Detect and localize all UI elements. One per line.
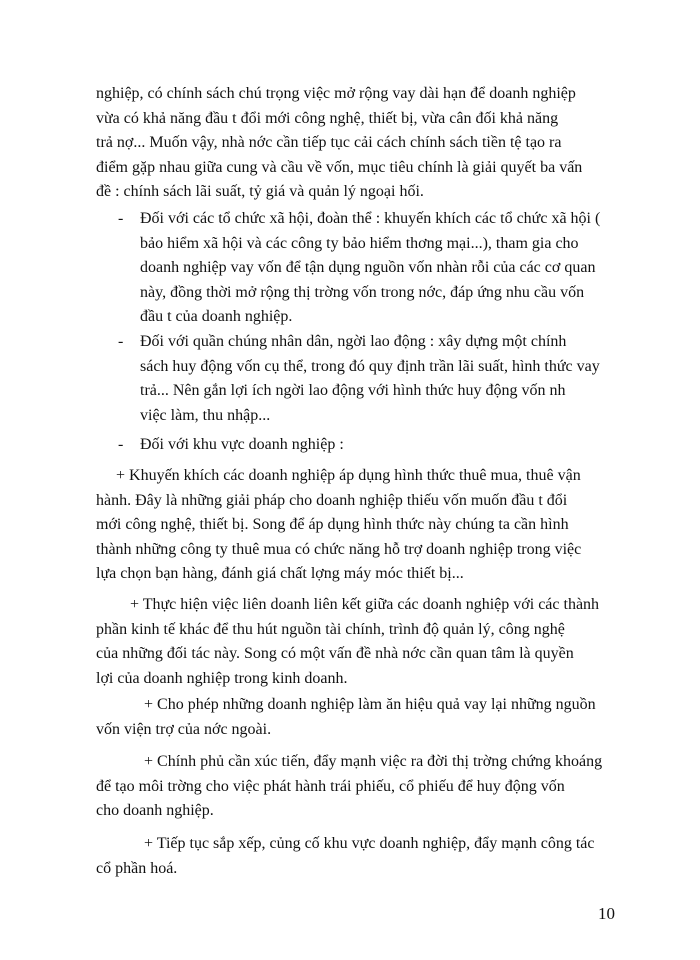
- bullet-item: [118, 207, 638, 330]
- text-line: + Khuyến khích các doanh nghiệp áp dụng hình thức thuê mua, thuê vận: [116, 467, 581, 484]
- text-line: + Tiếp tục sắp xếp, củng cố khu vực doanh nghiệp, đẩy mạnh công tác: [144, 835, 595, 852]
- text-line: vừa có khả năng đầu t đổi mới công nghệ, thiết bị, vừa cân đối khả năng: [96, 109, 559, 127]
- text-line: để tạo môi trờng cho việc phát hành trái phiếu, cổ phiếu để huy động vốn: [96, 777, 565, 795]
- text-line: cổ phần hoá.: [96, 859, 178, 877]
- text-line: mới công nghệ, thiết bị. Song để áp dụng hình thức này chúng ta cần hình: [96, 516, 569, 533]
- sub-item-paragraph: [96, 593, 636, 691]
- bullet-item: [118, 433, 638, 458]
- text-line: của những đối tác này. Song có một vấn đề nhà nớc cần quan tâm là quyền: [96, 645, 574, 662]
- text-line: Đối với khu vực doanh nghiệp :: [140, 436, 344, 453]
- sub-item-paragraph: [96, 464, 636, 587]
- text-line: nghiệp, có chính sách chú trọng việc mở rộng vay dài hạn để doanh nghiệp: [96, 85, 576, 102]
- text-line: đầu t của doanh nghiệp.: [140, 308, 293, 325]
- bullet-dash: -: [118, 333, 124, 350]
- bullet-item: [118, 330, 638, 428]
- bullet-dash: -: [118, 210, 124, 227]
- page-number: 10: [598, 904, 615, 923]
- text-line: lựa chọn bạn hàng, đánh giá chất lợng máy móc thiết bị...: [96, 565, 464, 582]
- text-line: lợi của doanh nghiệp trong kinh doanh.: [96, 669, 348, 687]
- text-line: thành những công ty thuê mua có chức năng hỗ trợ doanh nghiệp trong việc: [96, 540, 582, 558]
- text-line: đề : chính sách lãi suất, tỷ giá và quản lý ngoại hối.: [96, 183, 424, 200]
- sub-item-paragraph: [96, 693, 636, 742]
- text-line: sách huy động vốn cụ thể, trong đó quy định trần lãi suất, hình thức vay: [140, 357, 600, 375]
- text-line: Đối với các tổ chức xã hội, đoàn thể : khuyến khích các tổ chức xã hội (: [140, 210, 601, 227]
- text-line: trả nợ... Muốn vậy, nhà nớc cần tiếp tục cải cách chính sách tiền tệ tạo ra: [96, 134, 562, 151]
- text-line: cho doanh nghiệp.: [96, 802, 214, 819]
- sub-item-paragraph: [96, 832, 636, 881]
- text-line: vốn viện trợ của nớc ngoài.: [96, 720, 272, 738]
- text-line: phần kinh tế khác để thu hút nguồn tài chính, trình độ quản lý, công nghệ: [96, 620, 565, 638]
- text-line: bảo hiểm xã hội và các công ty bảo hiểm thơng mại...), tham gia cho: [140, 234, 579, 252]
- text-line: + Cho phép những doanh nghiệp làm ăn hiệu quả vay lại những nguồn: [144, 696, 596, 713]
- text-line: việc làm, thu nhập...: [140, 406, 271, 424]
- text-line: doanh nghiệp vay vốn để tận dụng nguồn vốn nhàn rỗi của các cơ quan: [140, 259, 596, 276]
- intro-paragraph: [96, 82, 636, 205]
- bullet-dash: -: [118, 436, 124, 453]
- sub-item-paragraph: [96, 750, 636, 824]
- text-line: điểm gặp nhau giữa cung và cầu về vốn, mục tiêu chính là giải quyết ba vấn: [96, 158, 583, 176]
- text-line: + Thực hiện việc liên doanh liên kết giữa các doanh nghiệp với các thành: [130, 596, 600, 613]
- text-line: trả... Nên gắn lợi ích ngời lao động với hình thức huy động vốn nh: [140, 382, 566, 399]
- text-line: + Chính phủ cần xúc tiến, đẩy mạnh việc ra đời thị trờng chứng khoáng: [144, 753, 603, 770]
- text-line: hành. Đây là những giải pháp cho doanh nghiệp thiếu vốn muốn đầu t đổi: [96, 491, 568, 509]
- text-line: này, đồng thời mở rộng thị trờng vốn trong nớc, đáp ứng nhu cầu vốn: [140, 283, 585, 301]
- text-line: Đối với quần chúng nhân dân, ngời lao động : xây dựng một chính: [140, 333, 567, 350]
